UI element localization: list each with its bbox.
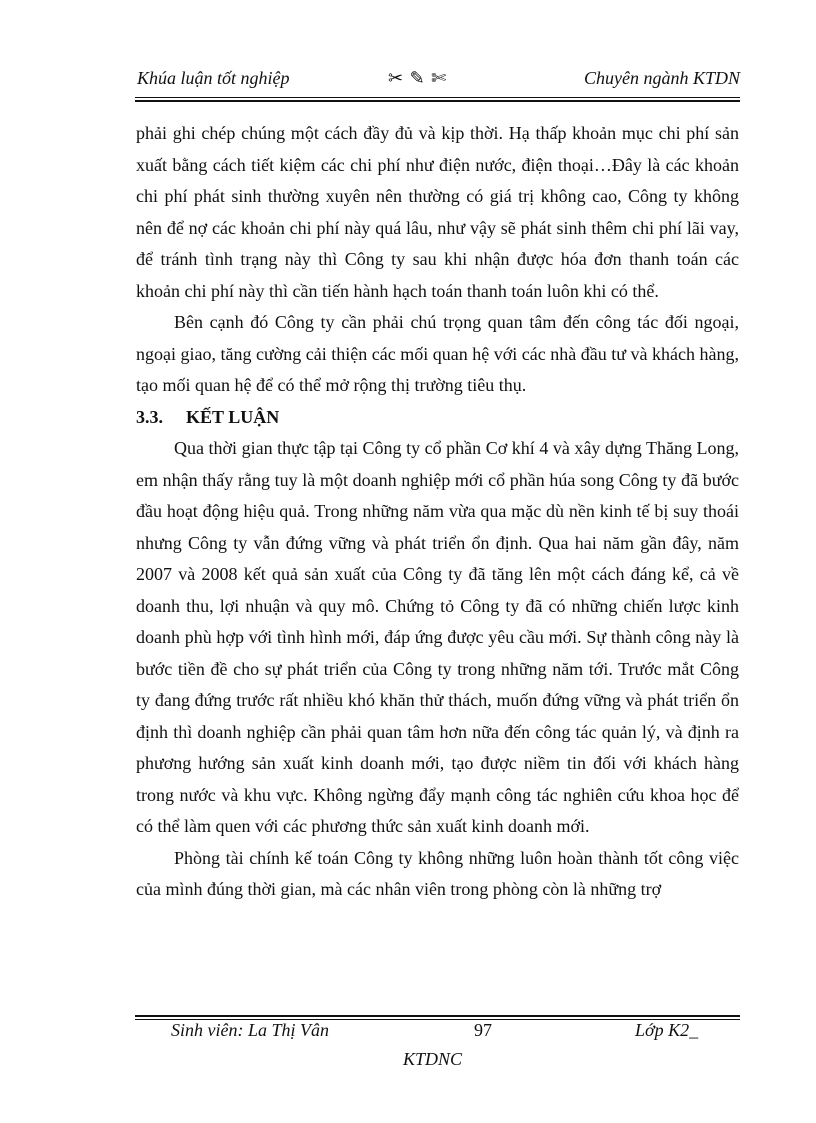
section-heading [136,402,739,434]
section-title: KẾT LUẬN [186,406,280,427]
footer-class-continuation: KTDNC [403,1049,463,1069]
header-ornament-icon: ✂ ✎ ✄ [388,68,448,88]
paragraph-external-relations: Bên cạnh đó Công ty cần phải chú trọng quan tâm đến công tác đối ngoại, ngoại giao, tăng cường cải thiện các mối quan hệ với các nhà đầu tư và khách hàng, tạo mối quan hệ để có thể mở rộng thị trường tiêu thụ. [136,312,739,395]
footer-rule-thick [135,1015,740,1017]
paragraph-conclusion: Qua thời gian thực tập tại Công ty cổ phần Cơ khí 4 và xây dựng Thăng Long, em nhận thấy rằng tuy là một doanh nghiệp mới cổ phần húa song Công ty đã bước đầu hoạt động hiệu quả. Trong những năm vừa qua mặc dù nền kinh tế bị suy thoái nhưng Công ty vẫn đứng vững và phát triển ổn định. Qua hai năm gần đây, năm 2007 và 2008 kết quả sản xuất của Công ty đã tăng lên một cách đáng kể, cả về doanh thu, lợi nhuận và quy mô. Chứng tỏ Công ty đã có những chiến lược kinh doanh phù hợp với tình hình mới, đáp ứng được yêu cầu mới. Sự thành công này là bước tiền đề cho sự phát triển của Công ty trong những năm tới. Trước mắt Công ty đang đứng trước rất nhiều khó khăn thử thách, muốn đứng vững và phát triển ổn định thì doanh nghiệp cần phải quan tâm hơn nữa đến công tác quản lý, và định ra phương hướng sản xuất kinh doanh mới, tạo được niềm tin đối với khách hàng trong nước và khu vực. Không ngừng đẩy mạnh công tác nghiên cứu khoa học để có thể làm quen với các phương thức sản xuất kinh doanh mới. [136,438,739,836]
header-rule-thick [135,100,740,102]
paragraph-accounting-dept: Phòng tài chính kế toán Công ty không những luôn hoàn thành tốt công việc của mình đúng thời gian, mà các nhân viên trong phòng còn là những trợ [136,847,739,899]
footer-page-number: 97 [474,1020,492,1040]
page-header [135,66,740,98]
footer-class-label: Lớp K2_ [635,1020,699,1040]
paragraph-cost-control: phải ghi chép chúng một cách đầy đủ và kịp thời. Hạ thấp khoản mục chi phí sản xuất bằng cách tiết kiệm các chi phí như điện nước, điện thoại…Đây là các khoản chi phí phát sinh thường xuyên nên thường có giá trị không cao, Công ty không nên để nợ các khoản chi phí này quá lâu, như vậy sẽ phát sinh thêm chi phí lãi vay, để tránh tình trạng này thì Công ty sau khi nhận được hóa đơn thanh toán các khoản chi phí này thì cần tiến hành hạch toán thanh toán luôn khi có thể. [136,123,739,301]
header-rule-thin [135,97,740,98]
section-number: 3.3. [136,406,163,427]
footer-student-name: Sinh viên: La Thị Vân [171,1020,329,1040]
header-major-label: Chuyên ngành KTDN [583,68,740,88]
page-body [136,118,739,906]
header-thesis-label: Khúa luận tốt nghiệp [137,68,290,88]
